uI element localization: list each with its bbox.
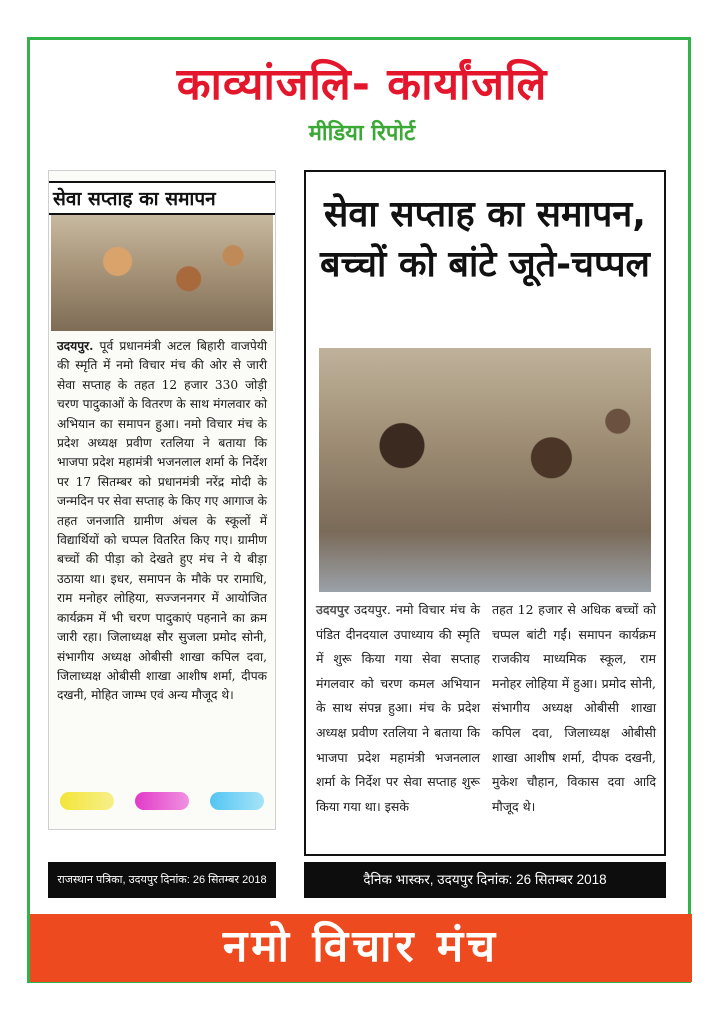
clipping-headline-line1: सेवा सप्ताह का समापन, xyxy=(324,194,646,235)
news-clipping-right xyxy=(304,170,666,856)
news-photo xyxy=(319,348,651,592)
clipping-headline: सेवा सप्ताह का समापन xyxy=(49,181,275,215)
clipping-body xyxy=(316,598,656,819)
caption-rajasthan-patrika: राजस्थान पत्रिका, उदयपुर दिनांक: 26 सितम्बर 2018 xyxy=(48,862,276,898)
yellow-pill-graphic xyxy=(60,792,114,810)
news-clipping-left xyxy=(48,170,276,830)
clipping-column-1 xyxy=(316,598,480,819)
clipping-body-text: पूर्व प्रधानमंत्री अटल बिहारी वाजपेयी की स्मृति में नमो विचार मंच की ओर से जारी सेवा सप्ताह के तहत 12 हजार 330 जोड़ी चरण पादुकाओं के वितरण के साथ मंगलवार को अभियान का समापन हुआ। नमो विचार मंच के प्रदेश अध्यक्ष प्रवीण रतलिया ने बताया कि भाजपा प्रदेश महामंत्री भजनलाल शर्मा के निर्देश पर 17 सितम्बर को प्रधानमंत्री नरेंद्र मोदी के जन्मदिन पर सेवा सप्ताह के किए गए आगाज के तहत जनजाति ग्रामीण अंचल के स्कूलों में विद्यार्थियों को चप्पल वितरित किए गए। ग्रामीण बच्चों की पीड़ा को देखते हुए मंच ने ये बीड़ा उठाया था। इधर, समापन के मौके पर रामाधि, राम मनोहर लोहिया, सज्जननगर में आयोजित कार्यक्रम में भी चरण पादुकाएं पहनाने का क्रम जारी रहा। जिलाध्यक्ष सौर सुजला प्रमोद सोनी, संभागीय अध्यक्ष ओबीसी शाखा कपिल दवा, जिलाध्यक्ष ओबीसी शाखा आशीष शर्मा, दीपक दखनी, मोहित जाम्भ एवं अन्य मौजूद थे। xyxy=(57,339,267,703)
news-photo xyxy=(51,215,273,331)
blue-pill-graphic xyxy=(210,792,264,810)
clipping-column-2: तहत 12 हजार से अधिक बच्चों को चप्पल बांटी गईं। समापन कार्यक्रम राजकीय माध्यमिक स्कूल, राम मनोहर लोहिया में हुआ। प्रमोद सोनी, संभागीय अध्यक्ष ओबीसी शाखा कपिल दवा, जिलाध्यक्ष ओबीसी शाखा आशीष शर्मा, दीपक दखनी, मुकेश चौहान, विकास दवा आदि मौजूद थे। xyxy=(492,602,656,814)
page-title: काव्यांजलि- कार्यांजलि xyxy=(176,59,548,110)
clipping-city: उदयपुर xyxy=(316,602,349,617)
clipping-top-strip xyxy=(49,171,275,181)
clipping-city: उदयपुर. xyxy=(57,339,94,353)
pink-pill-graphic xyxy=(135,792,189,810)
page-subtitle: मीडिया रिपोर्ट xyxy=(308,121,416,146)
caption-dainik-bhaskar: दैनिक भास्कर, उदयपुर दिनांक: 26 सितम्बर 2018 xyxy=(304,862,666,898)
footer-banner: नमो विचार मंच xyxy=(30,914,692,982)
clipping-body xyxy=(49,331,275,706)
ad-strip xyxy=(49,781,275,821)
clipping-headline-line2: बच्चों को बांटे जूते-चप्पल xyxy=(320,243,650,285)
clipping-column-text: उदयपुर. नमो विचार मंच के पंडित दीनदयाल उपाध्याय की स्मृति में शुरू किया गया सेवा सप्ताह मंगलवार को चरण कमल अभियान के साथ संपन्न हुआ। मंच के प्रदेश अध्यक्ष प्रवीण रतलिया ने बताया कि भाजपा प्रदेश महामंत्री भजनलाल शर्मा के निर्देश पर सेवा सप्ताह शुरू किया गया था। इसके xyxy=(316,602,480,814)
